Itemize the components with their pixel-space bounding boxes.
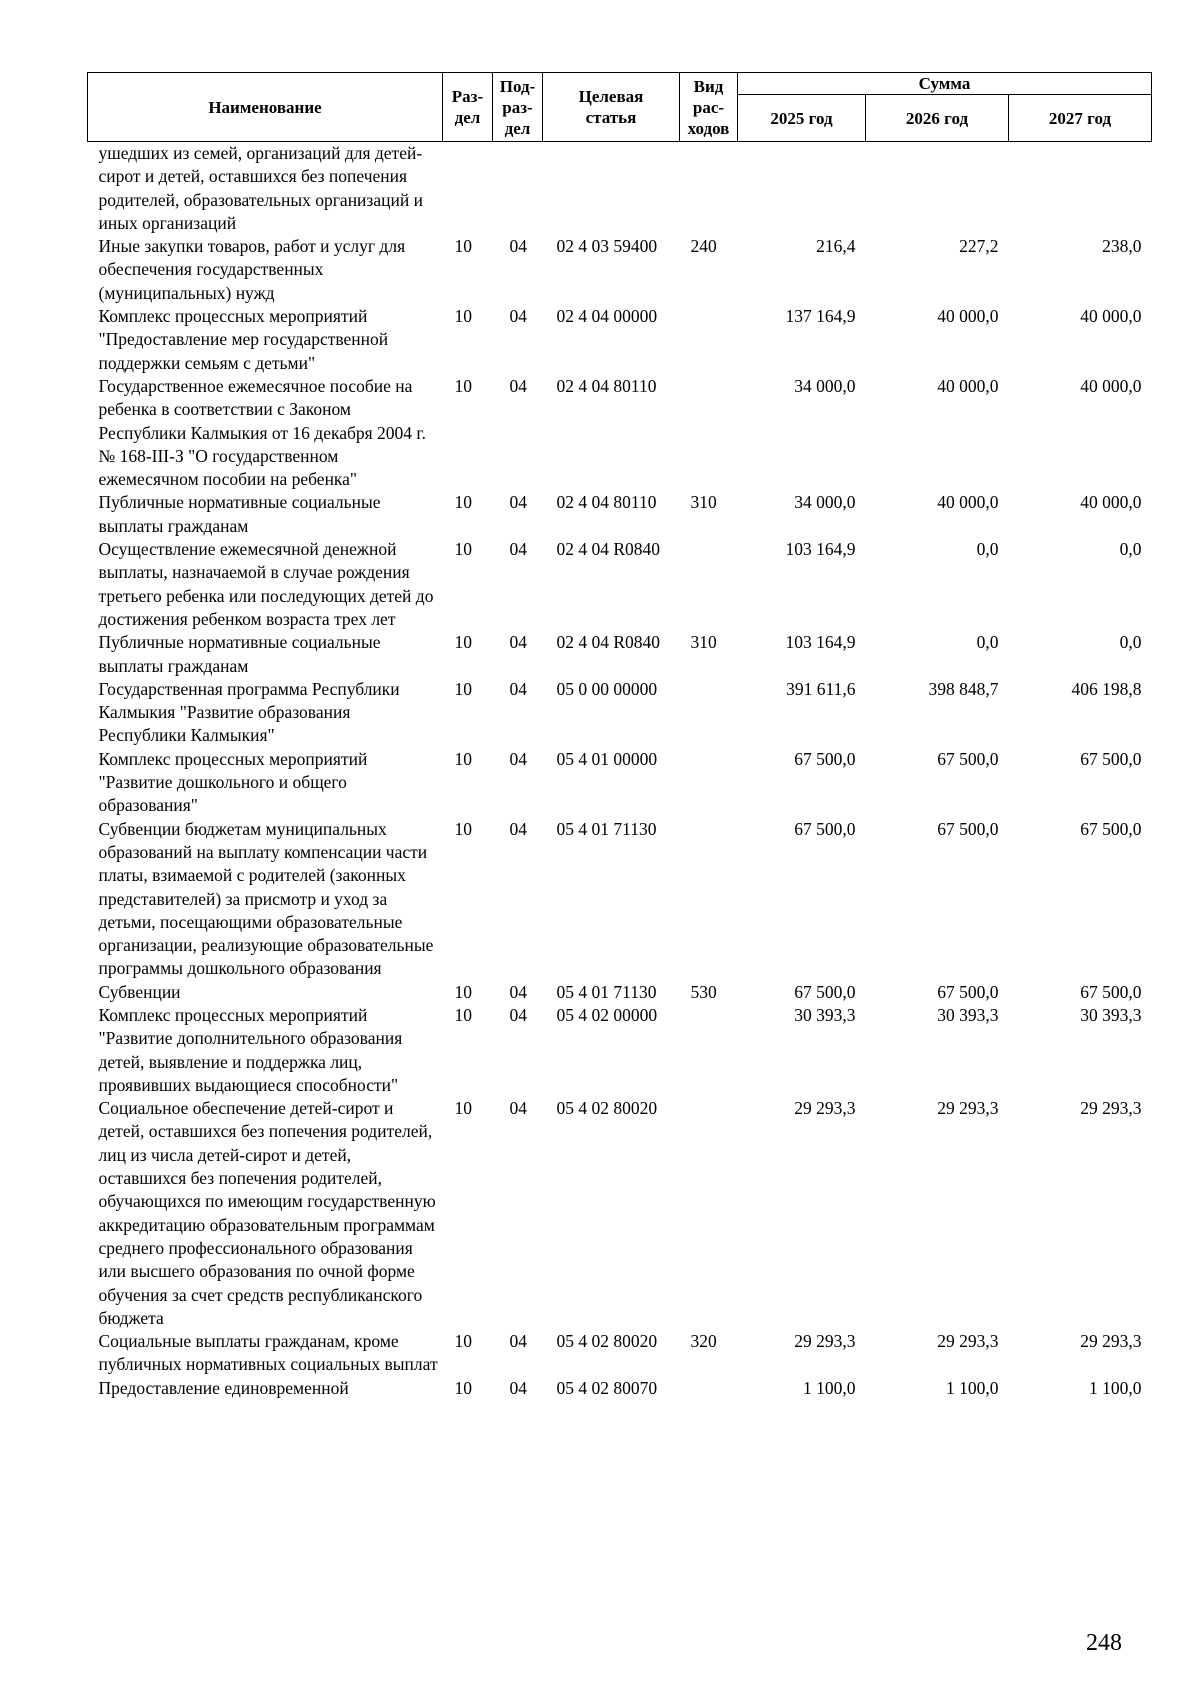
- cell-2026: 398 848,7: [928, 678, 999, 699]
- cell-2027: 67 500,0: [1080, 748, 1142, 769]
- cell-2027: 40 000,0: [1080, 306, 1142, 327]
- cell-2026: 0,0: [976, 539, 999, 560]
- cell-vid-rashodov: [680, 678, 738, 748]
- cell-vid-rashodov: 310: [690, 492, 717, 513]
- cell-2026: 40 000,0: [937, 492, 999, 513]
- cell-vid-rashodov: [680, 1377, 738, 1400]
- cell-vid-rashodov: [680, 538, 738, 631]
- cell-razdel: 10: [454, 306, 472, 327]
- cell-podrazdel: 04: [509, 678, 527, 699]
- cell-celevaya-statya: 05 4 01 71130: [556, 818, 657, 839]
- cell-2025: 1 100,0: [803, 1377, 856, 1398]
- cell-name: Субвенции: [98, 981, 181, 1002]
- cell-name: Публичные нормативные социальные выплаты гражданам: [98, 492, 381, 536]
- cell-2025: 67 500,0: [794, 748, 856, 769]
- cell-name: Государственное ежемесячное пособие на ребенка в соответствии с Законом Республики Калмыкия от 16 декабря 2004 г. № 168-III-З "О государственном ежемесячном пособии на ребенка": [98, 375, 427, 490]
- cell-name: Социальные выплаты гражданам, кроме публичных нормативных социальных выплат: [98, 1331, 438, 1375]
- cell-vid-rashodov: 320: [690, 1331, 717, 1352]
- header-2027: 2027 год: [1009, 95, 1152, 142]
- cell-razdel: 10: [454, 1377, 472, 1398]
- table-row: [88, 1330, 1152, 1377]
- cell-vid-rashodov: 310: [690, 632, 717, 653]
- cell-podrazdel: 04: [509, 1377, 527, 1398]
- table-row: [88, 375, 1152, 491]
- table-row: [88, 1004, 1152, 1097]
- cell-2026: 29 293,3: [937, 1098, 999, 1119]
- cell-razdel: 10: [454, 236, 472, 257]
- cell-vid-rashodov: 240: [690, 236, 717, 257]
- cell-celevaya-statya: 02 4 04 R0840: [556, 539, 661, 560]
- cell-2025: 34 000,0: [794, 375, 856, 396]
- cell-razdel: 10: [454, 492, 472, 513]
- cell-podrazdel: 04: [509, 492, 527, 513]
- cell-razdel: 10: [454, 981, 472, 1002]
- cell-podrazdel: 04: [509, 981, 527, 1002]
- cell-celevaya-statya: 02 4 03 59400: [556, 236, 658, 257]
- cell-celevaya-statya: 02 4 04 00000: [556, 306, 658, 327]
- cell-celevaya-statya: 05 4 02 00000: [556, 1004, 658, 1025]
- table-row: [88, 538, 1152, 631]
- cell-2025: [738, 142, 866, 236]
- cell-celevaya-statya: 05 4 02 80070: [556, 1377, 658, 1398]
- cell-2027: 67 500,0: [1080, 818, 1142, 839]
- cell-2026: 0,0: [976, 632, 999, 653]
- header-2026: 2026 год: [866, 95, 1009, 142]
- cell-celevaya-statya: 02 4 04 80110: [556, 375, 657, 396]
- cell-podrazdel: 04: [509, 1331, 527, 1352]
- cell-name: ушедших из семей, организаций для детей-сирот и детей, оставшихся без попечения родителей, образовательных организаций и иных организаций: [98, 143, 423, 233]
- cell-celevaya-statya: 05 4 01 00000: [556, 748, 658, 769]
- cell-2026: 29 293,3: [937, 1331, 999, 1352]
- header-2025: 2025 год: [738, 95, 866, 142]
- cell-2025: 103 164,9: [785, 632, 856, 653]
- cell-razdel: 10: [454, 632, 472, 653]
- cell-2026: 67 500,0: [937, 981, 999, 1002]
- cell-podrazdel: 04: [509, 1098, 527, 1119]
- cell-celevaya-statya: [543, 142, 680, 236]
- cell-2026: 40 000,0: [937, 306, 999, 327]
- cell-2026: 67 500,0: [937, 818, 999, 839]
- cell-celevaya-statya: 05 4 01 71130: [556, 981, 657, 1002]
- table-row: [88, 631, 1152, 678]
- cell-podrazdel: 04: [509, 375, 527, 396]
- cell-2025: 216,4: [816, 236, 856, 257]
- table-row: [88, 818, 1152, 981]
- table-body: [88, 142, 1152, 1401]
- table-row: [88, 1377, 1152, 1400]
- cell-2025: 137 164,9: [785, 306, 856, 327]
- cell-name: Осуществление ежемесячной денежной выплаты, назначаемой в случае рождения третьего ребенка или последующих детей до достижения ребенком возраста трех лет: [98, 539, 434, 629]
- cell-vid-rashodov: [680, 305, 738, 375]
- cell-celevaya-statya: 02 4 04 80110: [556, 492, 657, 513]
- cell-podrazdel: 04: [509, 818, 527, 839]
- cell-vid-rashodov: [680, 748, 738, 818]
- cell-2025: 29 293,3: [794, 1098, 856, 1119]
- cell-razdel: 10: [454, 1331, 472, 1352]
- cell-razdel: 10: [454, 375, 472, 396]
- cell-razdel: 10: [454, 678, 472, 699]
- cell-name: Комплекс процессных мероприятий "Развитие дошкольного и общего образования": [98, 748, 368, 816]
- header-name: Наименование: [88, 73, 443, 142]
- header-celevaya-statya: Целевая статья: [543, 73, 680, 142]
- cell-podrazdel: 04: [509, 1004, 527, 1025]
- header-podrazdel: Под- раз- дел: [493, 73, 543, 142]
- cell-celevaya-statya: 02 4 04 R0840: [556, 632, 661, 653]
- cell-2027: 40 000,0: [1080, 375, 1142, 396]
- cell-2027: 30 393,3: [1080, 1004, 1142, 1025]
- cell-razdel: 10: [454, 1004, 472, 1025]
- cell-celevaya-statya: 05 4 02 80020: [556, 1098, 658, 1119]
- cell-2026: 227,2: [959, 236, 999, 257]
- cell-celevaya-statya: 05 4 02 80020: [556, 1331, 658, 1352]
- header-razdel: Раз- дел: [443, 73, 493, 142]
- cell-2027: 1 100,0: [1089, 1377, 1142, 1398]
- cell-name: Государственная программа Республики Калмыкия "Развитие образования Республики Калмыкия": [98, 678, 400, 746]
- cell-2026: [866, 142, 1009, 236]
- table-row: [88, 491, 1152, 538]
- table-header: [88, 73, 1152, 142]
- table-row: [88, 305, 1152, 375]
- cell-vid-rashodov: [680, 1097, 738, 1330]
- cell-name: Комплекс процессных мероприятий "Предоставление мер государственной поддержки семьям с детьми": [98, 306, 389, 373]
- cell-razdel: 10: [454, 539, 472, 560]
- cell-2025: 67 500,0: [794, 818, 856, 839]
- cell-2027: 29 293,3: [1080, 1098, 1142, 1119]
- cell-podrazdel: 04: [509, 306, 527, 327]
- cell-razdel: 10: [454, 748, 472, 769]
- cell-2027: 0,0: [1119, 539, 1142, 560]
- cell-podrazdel: 04: [509, 539, 527, 560]
- header-vid-rashodov: Вид рас- ходов: [680, 73, 738, 142]
- cell-podrazdel: 04: [509, 632, 527, 653]
- cell-2027: [1009, 142, 1152, 236]
- cell-2027: 406 198,8: [1071, 678, 1142, 699]
- cell-name: Предоставление единовременной: [98, 1377, 349, 1398]
- table-row: [88, 1097, 1152, 1330]
- cell-vid-rashodov: [680, 375, 738, 491]
- cell-2025: 29 293,3: [794, 1331, 856, 1352]
- cell-2027: 0,0: [1119, 632, 1142, 653]
- cell-razdel: [443, 142, 493, 236]
- cell-vid-rashodov: [680, 142, 738, 236]
- cell-2027: 67 500,0: [1080, 981, 1142, 1002]
- cell-name: Комплекс процессных мероприятий "Развитие дополнительного образования детей, выявление и поддержка лиц, проявивших выдающиеся способности": [98, 1004, 403, 1095]
- cell-2026: 40 000,0: [937, 375, 999, 396]
- cell-name: Иные закупки товаров, работ и услуг для обеспечения государственных (муниципальных) нужд: [98, 236, 406, 303]
- cell-podrazdel: 04: [509, 236, 527, 257]
- cell-2025: 34 000,0: [794, 492, 856, 513]
- cell-name: Субвенции бюджетам муниципальных образований на выплату компенсации части платы, взимаемой с родителей (законных представителей) за присмотр и уход за детьми, посещающими образовательные организации, реализующие образовательные программы дошкольного образования: [98, 818, 434, 979]
- table-row: [88, 678, 1152, 748]
- cell-2026: 30 393,3: [937, 1004, 999, 1025]
- cell-vid-rashodov: [680, 1004, 738, 1097]
- page-number: 248: [1086, 1630, 1122, 1656]
- budget-table: [87, 72, 1152, 1400]
- cell-2027: 238,0: [1102, 236, 1142, 257]
- cell-celevaya-statya: 05 0 00 00000: [556, 678, 658, 699]
- cell-2026: 1 100,0: [946, 1377, 999, 1398]
- cell-vid-rashodov: [680, 818, 738, 981]
- header-summa: Сумма: [738, 73, 1152, 95]
- table-row: [88, 748, 1152, 818]
- cell-razdel: 10: [454, 818, 472, 839]
- table-row: [88, 142, 1152, 236]
- cell-2027: 40 000,0: [1080, 492, 1142, 513]
- cell-2025: 391 611,6: [786, 678, 856, 699]
- cell-vid-rashodov: 530: [690, 981, 717, 1002]
- cell-2026: 67 500,0: [937, 748, 999, 769]
- cell-2025: 67 500,0: [794, 981, 856, 1002]
- cell-razdel: 10: [454, 1098, 472, 1119]
- cell-2025: 30 393,3: [794, 1004, 856, 1025]
- table-row: [88, 235, 1152, 305]
- cell-podrazdel: 04: [509, 748, 527, 769]
- cell-2027: 29 293,3: [1080, 1331, 1142, 1352]
- cell-podrazdel: [493, 142, 543, 236]
- cell-name: Публичные нормативные социальные выплаты гражданам: [98, 632, 381, 676]
- cell-name: Социальное обеспечение детей-сирот и детей, оставшихся без попечения родителей, лиц из числа детей-сирот и детей, оставшихся без попечения родителей, обучающихся по имеющим государственную аккредитацию образовательным программам среднего профессионального образования или высшего образования по очной форме обучения за счет средств республиканского бюджета: [98, 1098, 436, 1328]
- table-row: [88, 981, 1152, 1004]
- cell-2025: 103 164,9: [785, 539, 856, 560]
